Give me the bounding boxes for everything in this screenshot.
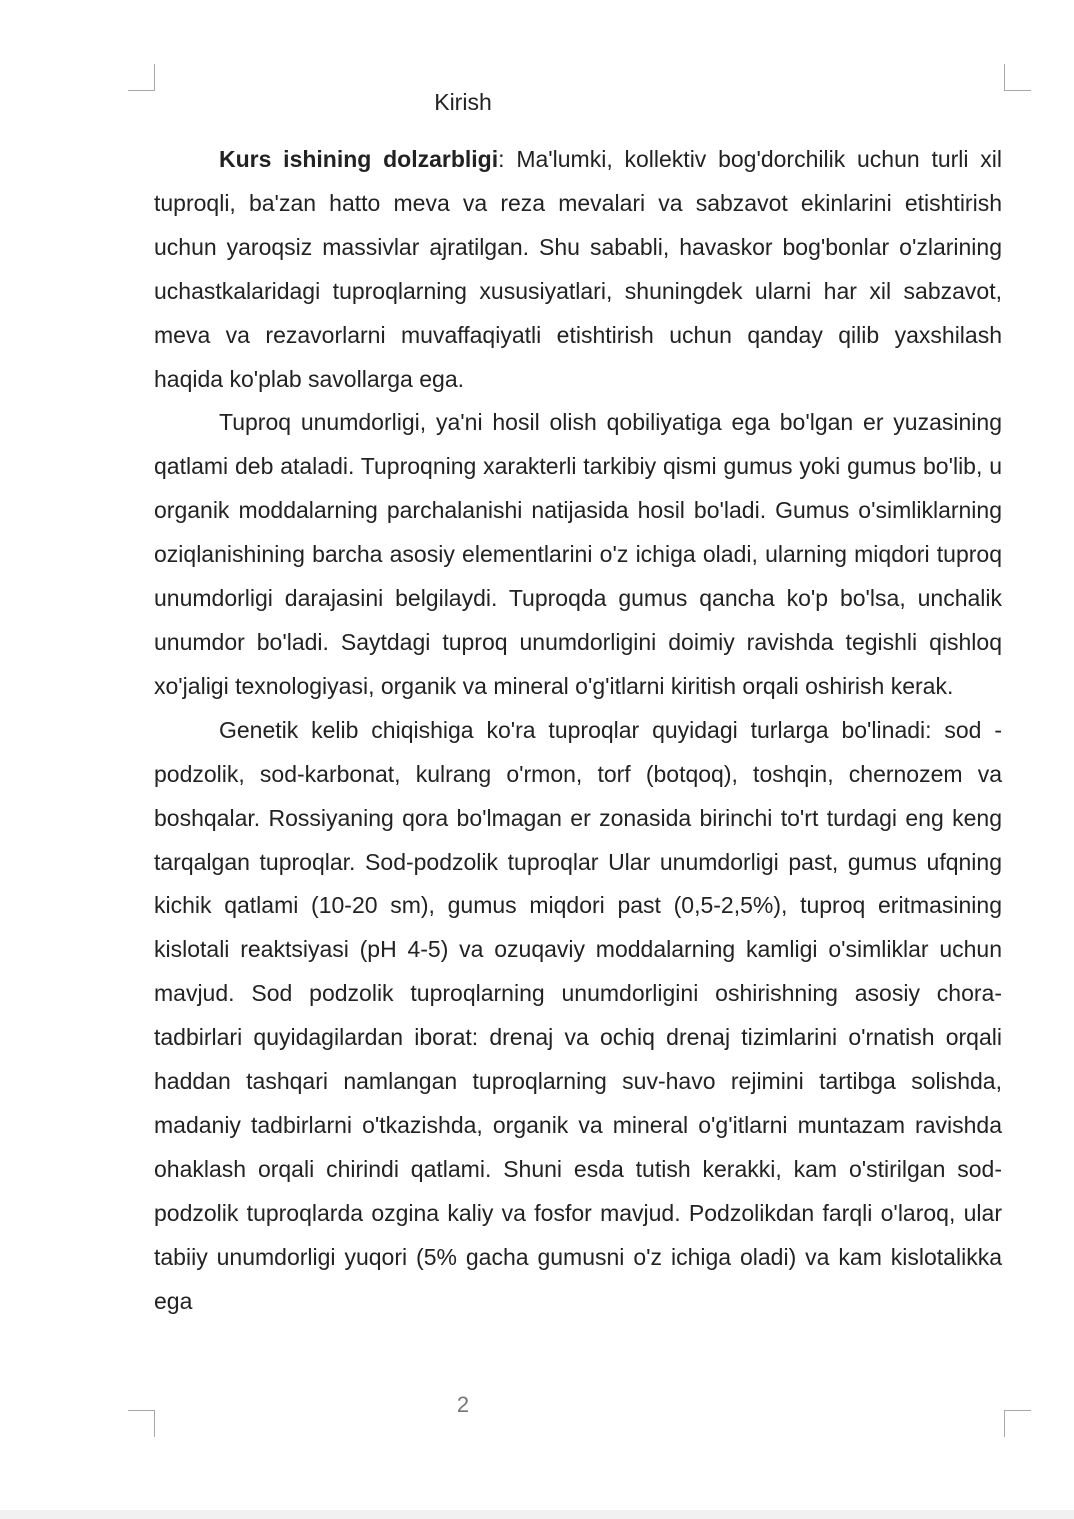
paragraph-lead: Kurs ishining dolzarbligi xyxy=(219,146,499,172)
page-number: 2 xyxy=(456,1392,470,1417)
page-number-wrapper xyxy=(0,1390,1074,1420)
paragraph-relevance xyxy=(154,138,1002,401)
paragraph-fertility xyxy=(154,401,1002,708)
document-body xyxy=(154,138,1002,1323)
paragraph-text: Tuproq unumdorligi, ya'ni hosil olish qobiliyatiga ega bo'lgan er yuzasining qatlami deb ataladi. Tuproqning xarakterli tarkibiy qismi gumus yoki gumus bo'lib, u organik moddalarning parchalanishi natijasida hosil bo'ladi. Gumus o'simliklarning oziqlanishining barcha asosiy elementlarini o'z ichiga oladi, ularning miqdori tuproq unumdorligi darajasini belgilaydi. Tuproqda gumus qancha ko'p bo'lsa, unchalik unumdor bo'ladi. Saytdagi tuproq unumdorligini doimiy ravishda tegishli qishloq xo'jaligi texnologiyasi, organik va mineral o'g'itlarni kiritish orqali oshirish kerak. xyxy=(154,409,1002,699)
paragraph-text: : Ma'lumki, kollektiv bog'dorchilik uchun turli xil tuproqli, ba'zan hatto meva va reza mevalari va sabzavot ekinlarini etishtirish uchun yaroqsiz massivlar ajratilgan. Shu sababli, havaskor bog'bonlar o'zlarining uchastkalaridagi tuproqlarning xususiyatlari, shuningdek ularni har xil sabzavot, meva va rezavorlarni muvaffaqiyatli etishtirish uchun qanday qilib yaxshilash haqida ko'plab savollarga ega. xyxy=(154,146,1003,392)
paragraph-soil-types xyxy=(154,709,1002,1324)
page-title: Kirish xyxy=(434,89,492,115)
page-title-wrapper xyxy=(0,86,1074,118)
paragraph-text: Genetik kelib chiqishiga ko'ra tuproqlar quyidagi turlarga bo'linadi: sod -podzolik, sod-karbonat, kulrang o'rmon, torf (botqoq), toshqin, chernozem va boshqalar. Rossiyaning qora bo'lmagan er zonasida birinchi to'rt turdagi eng keng tarqalgan tuproqlar. Sod-podzolik tuproqlar Ular unumdorligi past, gumus ufqning kichik qatlami (10-20 sm), gumus miqdori past (0,5-2,5%), tuproq eritmasining kislotali reaktsiyasi (pH 4-5) va ozuqaviy moddalarning kamligi o'simliklar uchun mavjud. Sod podzolik tuproqlarning unumdorligini oshirishning asosiy chora-tadbirlari quyidagilardan iborat: drenaj va ochiq drenaj tizimlarini o'rnatish orqali haddan tashqari namlangan tuproqlarning suv-havo rejimini tartibga solishda, madaniy tadbirlarni o'tkazishda, organik va mineral o'g'itlarni muntazam ravishda ohaklash orqali chirindi qatlami. Shuni esda tutish kerakki, kam o'stirilgan sod-podzolik tuproqlarda ozgina kaliy va fosfor mavjud. Podzolikdan farqli o'laroq, ular tabiiy unumdorligi yuqori (5% gacha gumusni o'z ichiga oladi) va kam kislotalikka ega xyxy=(154,716,1002,1314)
